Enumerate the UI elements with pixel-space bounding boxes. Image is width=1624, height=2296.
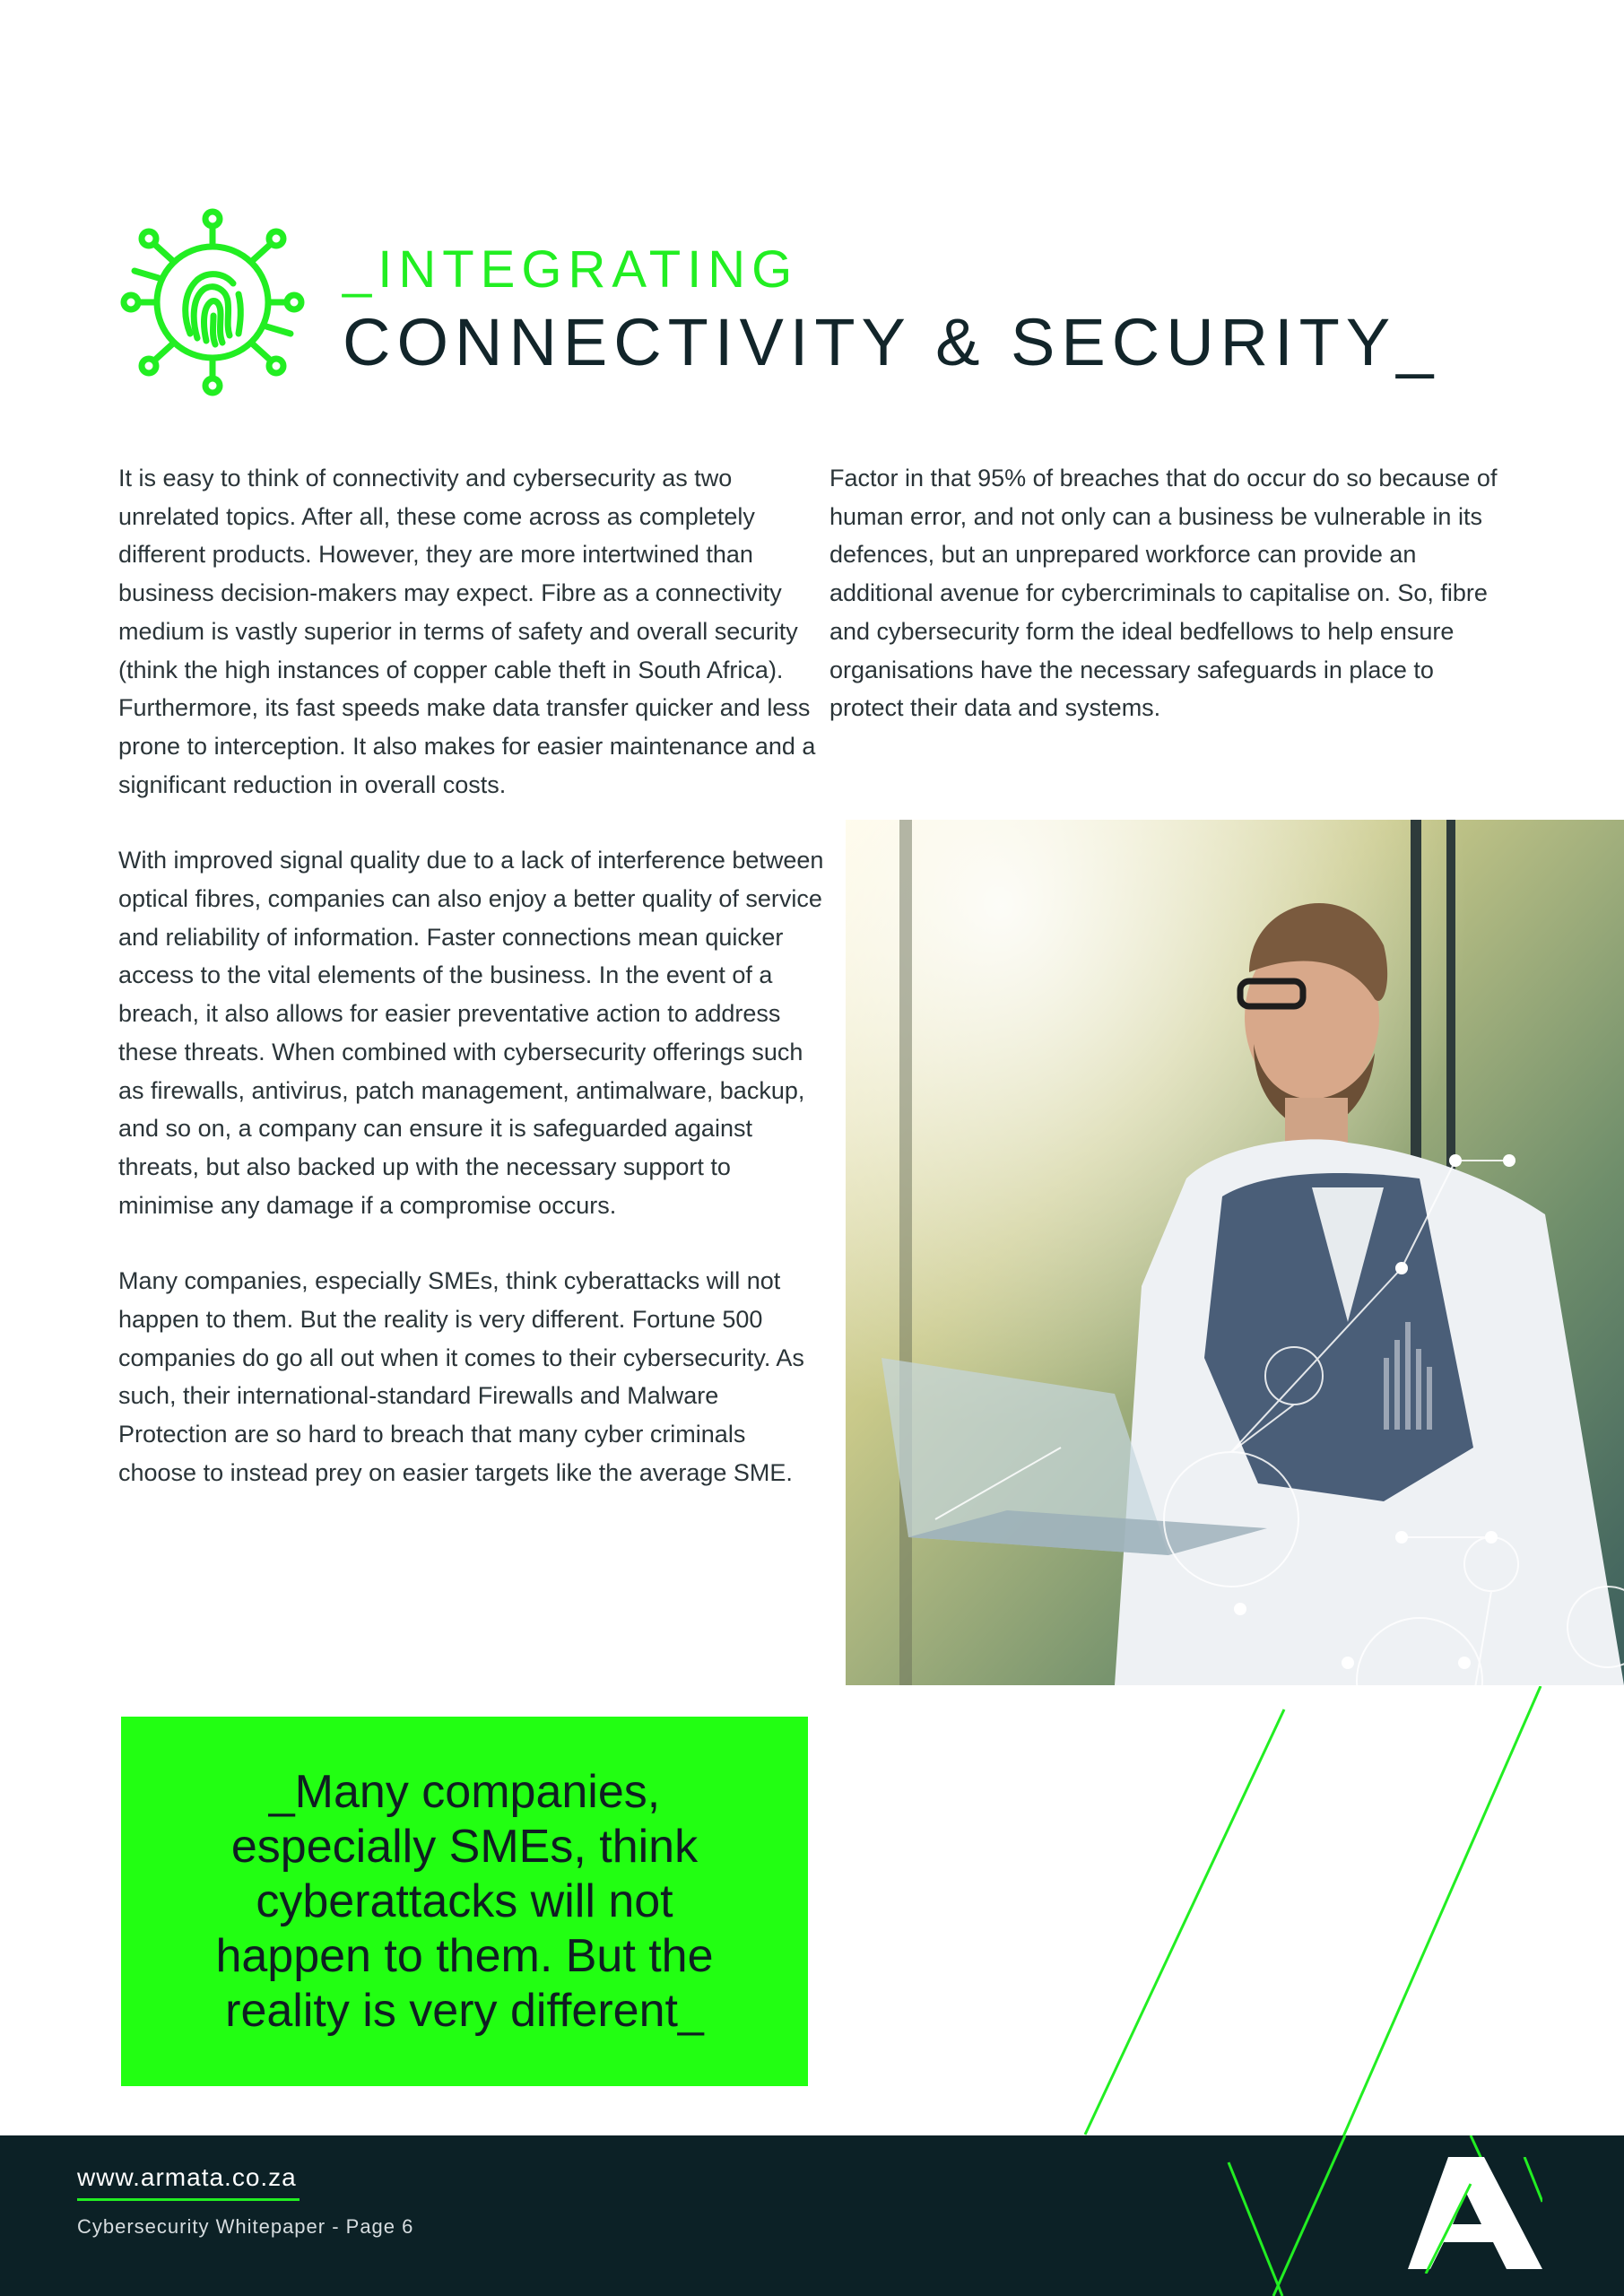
page-label: Cybersecurity Whitepaper - Page 6 (77, 2215, 414, 2238)
title-line-1: _INTEGRATING (343, 240, 799, 299)
pull-quote-text: _Many companies, especially SMEs, think cyberattacks will not happen to them. But the reality is very different_ (215, 1765, 714, 2037)
left-column (118, 459, 827, 1530)
pull-quote-box (121, 1717, 808, 2086)
paragraph: Factor in that 95% of breaches that do occur do so because of human error, and not only can a business be vulnerable in its defences, but an unprepared workforce can provide an additional avenue for cybercriminals to capitalise on. So, fibre and cybersecurity form the ideal bedfellows to help ensure organisations have the necessary safeguards in place to protect their data and systems. (829, 465, 1498, 722)
armata-logo-icon (1408, 2157, 1542, 2274)
footer-url-underline (77, 2198, 300, 2201)
paragraph: Many companies, especially SMEs, think cyberattacks will not happen to them. But the reality is very different. Fortune 500 companies do go all out when it comes to their cybersecurity. As such, their international-standard Firewalls and Malware Protection are so hard to breach that many cyber criminals choose to instead prey on easier targets like the average SME. (118, 1267, 804, 1486)
hero-photo (846, 820, 1624, 1685)
footer-website-link[interactable]: www.armata.co.za (77, 2163, 297, 2191)
paragraph: With improved signal quality due to a lack of interference between optical fibres, companies can also enjoy a better quality of service and reliability of information. Faster connections mean quicker access to the vital elements of the business. In the event of a breach, it also allows for easier preventative action to address these threats. When combined with cybersecurity offerings such as firewalls, antivirus, patch management, antimalware, backup, and so on, a company can ensure it is safeguarded against threats, but also backed up with the necessary support to minimise any damage if a compromise occurs. (118, 847, 824, 1219)
paragraph: It is easy to think of connectivity and cybersecurity as two unrelated topics. After all, these come across as completely different products. However, they are more intertwined than business decision-makers may expect. Fibre as a connectivity medium is vastly superior in terms of safety and overall security (think the high instances of copper cable theft in South Africa). Furthermore, its fast speeds make data transfer quicker and less prone to interception. It also makes for easier maintenance and a significant reduction in overall costs. (118, 465, 816, 798)
fingerprint-network-icon (118, 208, 307, 396)
page-title: CONNECTIVITY & SECURITY_ (343, 305, 1440, 379)
right-column (829, 459, 1511, 765)
